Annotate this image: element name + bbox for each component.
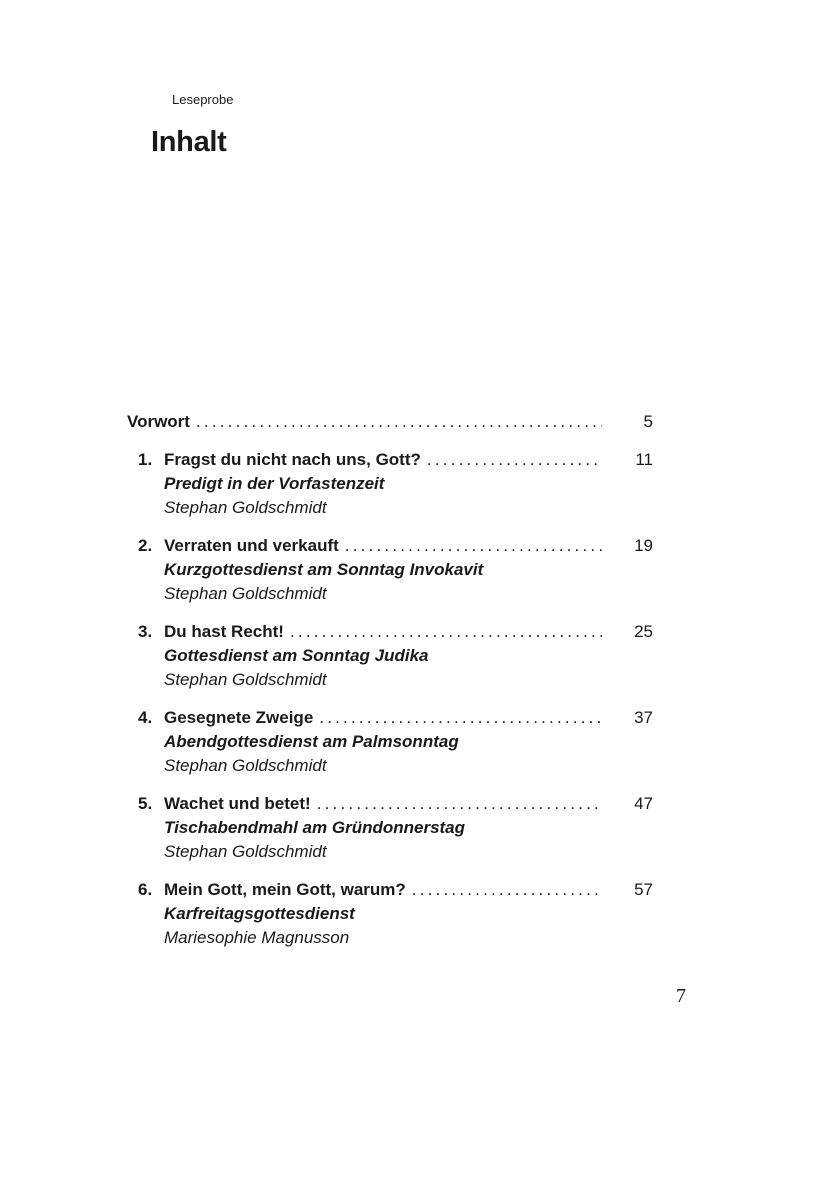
toc-entry-author: Stephan Goldschmidt (164, 584, 327, 603)
dot-leader (290, 620, 602, 644)
toc-entry-title: Fragst du nicht nach uns, Gott? (164, 450, 421, 469)
page-number: 7 (676, 985, 686, 1007)
toc-entry-page: 11 (635, 450, 653, 469)
toc-preface-line (127, 410, 602, 434)
toc-entry-number: 6. (138, 880, 153, 899)
dot-leader (317, 792, 602, 816)
toc-entry-4-line (127, 706, 602, 730)
toc-entry-title: Wachet und betet! (164, 794, 311, 813)
dot-leader (345, 534, 602, 558)
toc-entry-page: 57 (634, 880, 653, 899)
toc-entry-6-line (127, 878, 602, 902)
toc-entry-page: 47 (634, 794, 653, 813)
toc-preface-page: 5 (643, 412, 653, 431)
toc-entry-author: Stephan Goldschmidt (164, 670, 327, 689)
toc-entry-subtitle: Gottesdienst am Sonntag Judika (164, 646, 429, 665)
toc-entry-page: 37 (634, 708, 653, 727)
dot-leader (196, 410, 602, 434)
toc-entry-3-line (127, 620, 602, 644)
toc-entry-subtitle: Tischabendmahl am Gründonnerstag (164, 818, 466, 837)
toc-entry-page: 19 (634, 536, 653, 555)
toc-entry-title: Mein Gott, mein Gott, warum? (164, 880, 406, 899)
toc-entry-number: 2. (138, 536, 153, 555)
dot-leader (412, 878, 602, 902)
toc-entry-1-line (127, 448, 602, 472)
toc-entry-subtitle: Kurzgottesdienst am Sonntag Invokavit (164, 560, 484, 579)
toc-entry-author: Stephan Goldschmidt (164, 842, 327, 861)
dot-leader (319, 706, 602, 730)
toc-entry-number: 4. (138, 708, 153, 727)
toc-entry-subtitle: Abendgottesdienst am Palmsonntag (164, 732, 459, 751)
toc-entry-number: 1. (138, 450, 153, 469)
toc-entry-subtitle: Karfreitagsgottesdienst (164, 904, 355, 923)
toc-entry-number: 5. (138, 794, 153, 813)
toc-entry-title: Verraten und verkauft (164, 536, 339, 555)
toc-entry-5-line (127, 792, 602, 816)
dot-leader (427, 448, 602, 472)
leseprobe-label: Leseprobe (172, 92, 234, 107)
toc-entry-page: 25 (634, 622, 653, 641)
toc-entry-author: Stephan Goldschmidt (164, 756, 327, 775)
toc-entry-title: Gesegnete Zweige (164, 708, 314, 727)
toc-entry-author: Mariesophie Magnusson (164, 928, 350, 947)
page-title: Inhalt (151, 126, 227, 158)
toc-entry-2-line (127, 534, 602, 558)
toc-preface-title: Vorwort (127, 412, 190, 431)
toc-entry-subtitle: Predigt in der Vorfastenzeit (164, 474, 385, 493)
toc-entry-title: Du hast Recht! (164, 622, 284, 641)
toc-entry-author: Stephan Goldschmidt (164, 498, 327, 517)
toc-entry-number: 3. (138, 622, 153, 641)
